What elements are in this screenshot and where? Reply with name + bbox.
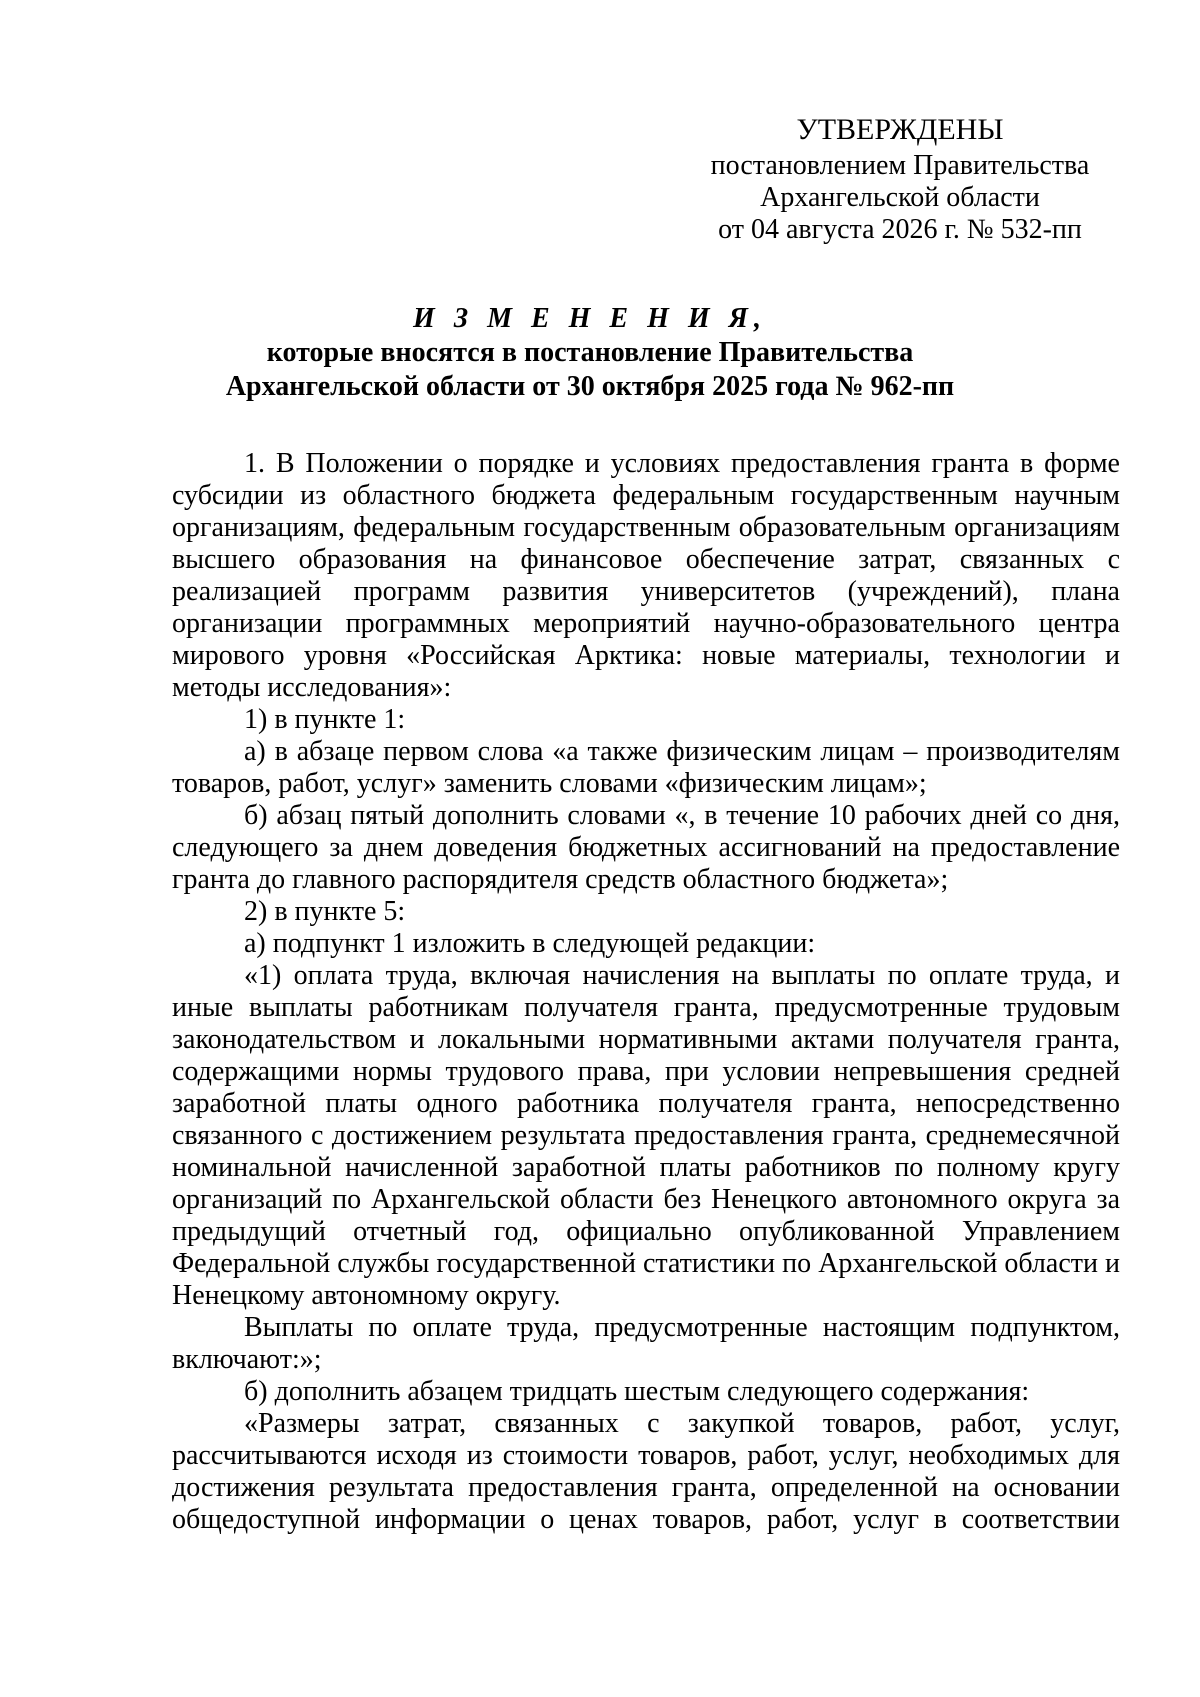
document-body	[172, 448, 1120, 1536]
paragraph-7: «1) оплата труда, включая начисления на выплаты по оплате труда, и иные выплаты работникам получателя гранта, предусмотренные трудовым законодательством и локальными нормативными актами получателя гранта, содержащими нормы трудового права, при условии непревышения средней заработной платы одного работника получателя гранта, непосредственно связанного с достижением результата предоставления гранта, среднемесячной номинальной начисленной заработной платы работников по полному кругу организаций по Архангельской области без Ненецкого автономного округа за предыдущий отчетный год, официально опубликованной Управлением Федеральной службы государственной статистики по Архангельской области и Ненецкому автономному округу.	[172, 960, 1120, 1311]
paragraph-4: б) абзац пятый дополнить словами «, в течение 10 рабочих дней со дня, следующего за днем доведения бюджетных ассигнований на предоставление гранта до главного распорядителя средств областного бюджета»;	[172, 800, 1120, 895]
heading-title: И З М Е Н Е Н И Я,	[413, 303, 767, 334]
approval-title: УТВЕРЖДЕНЫ	[796, 113, 1004, 146]
paragraph-10: «Размеры затрат, связанных с закупкой товаров, работ, услуг, рассчитываются исходя из стоимости товаров, работ, услуг, необходимых для достижения результата предоставления гранта, определенной на основании общедоступной информации о ценах товаров, работ, услуг в соответствии	[172, 1408, 1120, 1535]
approval-line-3: от 04 августа 2026 г. № 532-пп	[718, 214, 1082, 245]
approval-line-2: Архангельской области	[760, 182, 1040, 213]
approval-stamp-block	[680, 112, 1120, 246]
paragraph-8: Выплаты по оплате труда, предусмотренные настоящим подпунктом, включают:»;	[172, 1312, 1120, 1375]
paragraph-2: 1) в пункте 1:	[244, 704, 406, 735]
paragraph-6: а) подпункт 1 изложить в следующей редакции:	[244, 928, 816, 959]
paragraph-9: б) дополнить абзацем тридцать шестым следующего содержания:	[244, 1376, 1030, 1407]
paragraph-1: 1. В Положении о порядке и условиях предоставления гранта в форме субсидии из областного бюджета федеральным государственным научным организациям, федеральным государственным образовательным организациям высшего образования на финансовое обеспечение затрат, связанных с реализацией программ развития университетов (учреждений), плана организации программных мероприятий научно-образовательного центра мирового уровня «Российская Арктика: новые материалы, технологии и методы исследования»:	[172, 448, 1120, 703]
paragraph-3: а) в абзаце первом слова «а также физическим лицам – производителям товаров, работ, услуг» заменить словами «физическим лицам»;	[172, 736, 1120, 799]
paragraph-5: 2) в пункте 5:	[244, 896, 406, 927]
heading-line-1: которые вносятся в постановление Правительства	[266, 337, 914, 368]
document-heading	[150, 302, 1030, 404]
approval-line-1: постановлением Правительства	[710, 150, 1090, 181]
heading-line-2: Архангельской области от 30 октября 2025 года № 962-пп	[225, 371, 955, 402]
